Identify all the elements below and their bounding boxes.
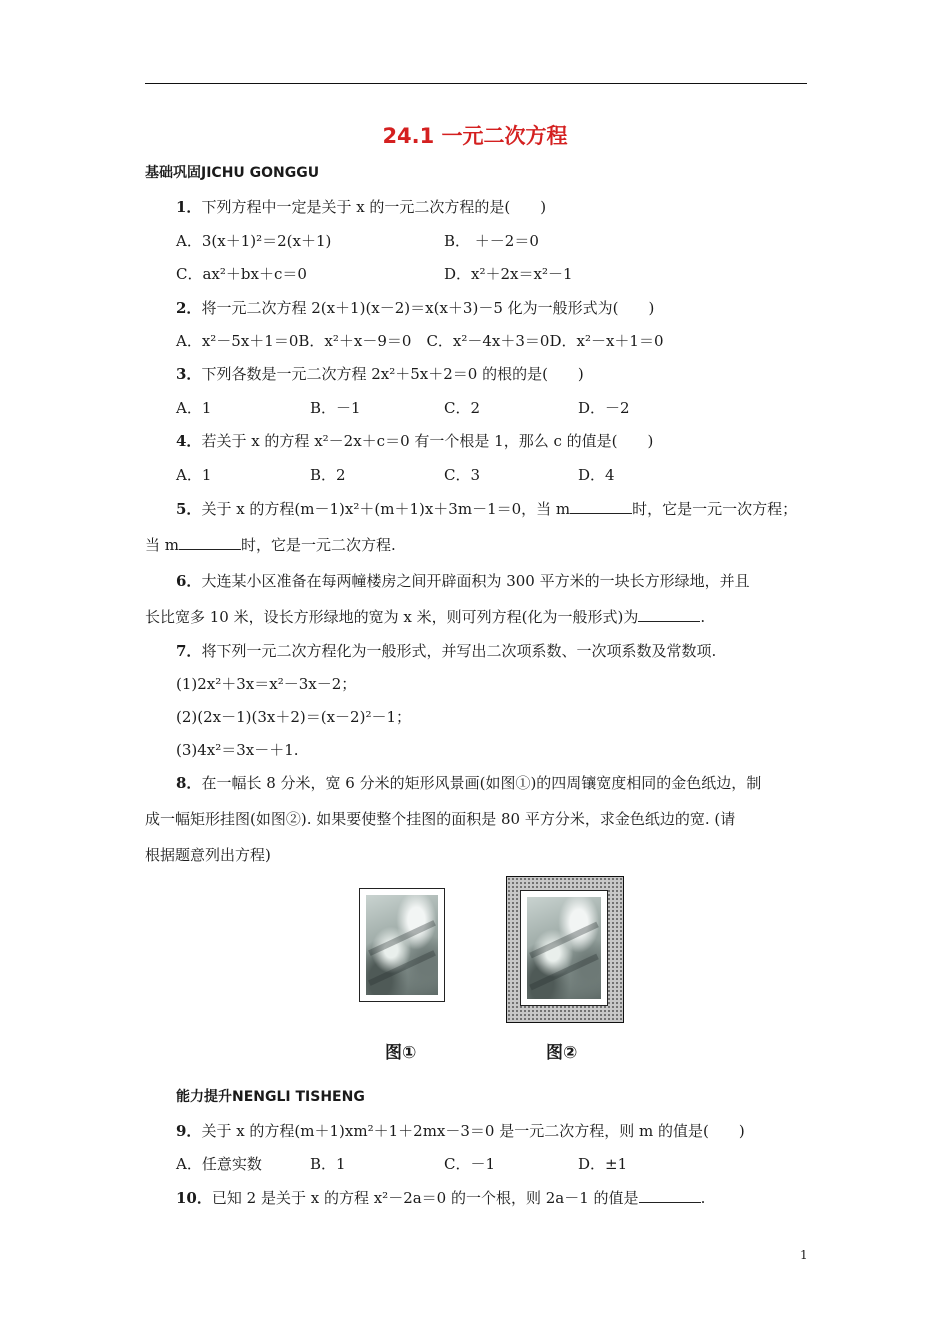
option-c: C．3 <box>444 466 481 484</box>
question-number: 6． <box>176 572 202 590</box>
question-text: 长比宽多 10 米，设长方形绿地的宽为 x 米，则可列方程(化为一般形式)为 <box>145 608 639 626</box>
sub-question-2: (2)(2x－1)(3x＋2)＝(x－2)²－1； <box>176 708 412 726</box>
question-stem: 将一元二次方程 2(x＋1)(x－2)＝x(x＋3)－5 化为一般形式为( ) <box>201 299 655 317</box>
question-9 <box>176 1120 745 1141</box>
question-text: 关于 x 的方程(m－1)x²＋(m＋1)x＋3m－1＝0，当 m <box>201 500 571 518</box>
page-number: 1 <box>800 1248 808 1262</box>
landscape-painting <box>527 897 601 999</box>
option-c: C．2 <box>444 399 481 417</box>
answer-blank[interactable] <box>639 1188 701 1203</box>
option-b: B．1 <box>310 1155 346 1173</box>
figure-1-caption: 图① <box>385 1043 417 1063</box>
question-text: 时，它是一元一次方程； <box>632 500 798 518</box>
option-b: B．－1 <box>310 399 361 417</box>
painting-detail <box>368 920 436 956</box>
question-number: 8． <box>176 774 202 792</box>
painting-detail <box>368 950 436 986</box>
option-b: B． ＋－2＝0 <box>444 232 539 250</box>
figure-2-caption: 图② <box>546 1043 578 1063</box>
landscape-painting <box>366 895 438 995</box>
option-a: A．任意实数 <box>176 1155 262 1173</box>
painting-detail <box>529 922 599 959</box>
option-d: D．－2 <box>578 399 630 417</box>
question-stem: 若关于 x 的方程 x²－2x＋c＝0 有一个根是 1，那么 c 的值是( ) <box>201 432 654 450</box>
question-8-line2: 成一幅矩形挂图(如图②). 如果要使整个挂图的面积是 80 平方分米，求金色纸边的宽. (请 <box>145 810 736 828</box>
question-2-options: A．x²－5x＋1＝0B．x²＋x－9＝0 C．x²－4x＋3＝0D．x²－x＋1＝0 <box>176 332 664 350</box>
question-text: 时，它是一元二次方程. <box>241 536 396 554</box>
question-text: . <box>700 608 706 626</box>
question-4 <box>176 430 653 451</box>
question-1 <box>176 196 546 217</box>
question-1-options-row1 <box>176 230 776 250</box>
question-number: 7． <box>176 642 202 660</box>
question-8 <box>176 772 761 793</box>
question-text: . <box>700 1189 706 1207</box>
option-a: A．1 <box>176 399 212 417</box>
question-5-cont <box>145 534 396 555</box>
question-1-options-row2 <box>176 263 776 283</box>
header-rule <box>145 83 807 84</box>
question-number: 2． <box>176 299 202 317</box>
question-9-options <box>176 1153 776 1173</box>
section-advanced: 能力提升NENGLI TISHENG <box>176 1089 365 1105</box>
question-stem: 关于 x 的方程(m＋1)xm²＋1＋2mx－3＝0 是一元二次方程，则 m 的值是( ) <box>201 1122 745 1140</box>
option-a: A．1 <box>176 466 212 484</box>
answer-blank[interactable] <box>570 499 632 514</box>
page-title: 24.1 一元二次方程 <box>382 124 568 148</box>
question-stem: 下列方程中一定是关于 x 的一元二次方程的是( ) <box>201 198 547 216</box>
question-number: 9． <box>176 1122 202 1140</box>
question-7 <box>176 640 716 661</box>
figure-2-frame <box>506 876 624 1023</box>
question-stem: 下列各数是一元二次方程 2x²＋5x＋2＝0 的根的是( ) <box>201 365 584 383</box>
answer-blank[interactable] <box>638 607 700 622</box>
question-4-options <box>176 464 776 484</box>
question-text: 已知 2 是关于 x 的方程 x²－2a＝0 的一个根，则 2a－1 的值是 <box>211 1189 639 1207</box>
question-number: 1． <box>176 198 202 216</box>
option-b: B．2 <box>310 466 346 484</box>
question-number: 5． <box>176 500 202 518</box>
question-number: 3． <box>176 365 202 383</box>
section-basic: 基础巩固JICHU GONGGU <box>145 165 320 181</box>
figure-2-inner-frame <box>520 890 608 1006</box>
option-c: C．－1 <box>444 1155 496 1173</box>
question-2 <box>176 297 654 318</box>
option-d: D．±1 <box>578 1155 628 1173</box>
painting-detail <box>529 954 599 991</box>
question-number: 10． <box>176 1189 212 1207</box>
question-text: 当 m <box>145 536 179 554</box>
sub-question-1: (1)2x²＋3x＝x²－3x－2； <box>176 675 357 693</box>
answer-blank[interactable] <box>179 535 241 550</box>
question-text: 大连某小区准备在每两幢楼房之间开辟面积为 300 平方米的一块长方形绿地，并且 <box>201 572 750 590</box>
option-d: D．x²＋2x＝x²－1 <box>444 265 573 283</box>
question-3-options <box>176 397 776 417</box>
question-text: 在一幅长 8 分米，宽 6 分米的矩形风景画(如图①)的四周镶宽度相同的金色纸边，制 <box>201 774 762 792</box>
option-d: D．4 <box>578 466 615 484</box>
question-6-cont <box>145 606 705 627</box>
question-10 <box>176 1187 705 1208</box>
question-5 <box>176 498 797 519</box>
question-6 <box>176 570 750 591</box>
sub-question-3: (3)4x²＝3x－＋1. <box>176 741 299 759</box>
question-8-line3: 根据题意列出方程) <box>145 846 271 864</box>
question-number: 4． <box>176 432 202 450</box>
option-c: C．ax²＋bx＋c＝0 <box>176 265 307 283</box>
question-3 <box>176 363 584 384</box>
figure-1-frame <box>359 888 445 1002</box>
question-stem: 将下列一元二次方程化为一般形式，并写出二次项系数、一次项系数及常数项. <box>201 642 717 660</box>
option-a: A．3(x＋1)²＝2(x＋1) <box>176 232 332 250</box>
